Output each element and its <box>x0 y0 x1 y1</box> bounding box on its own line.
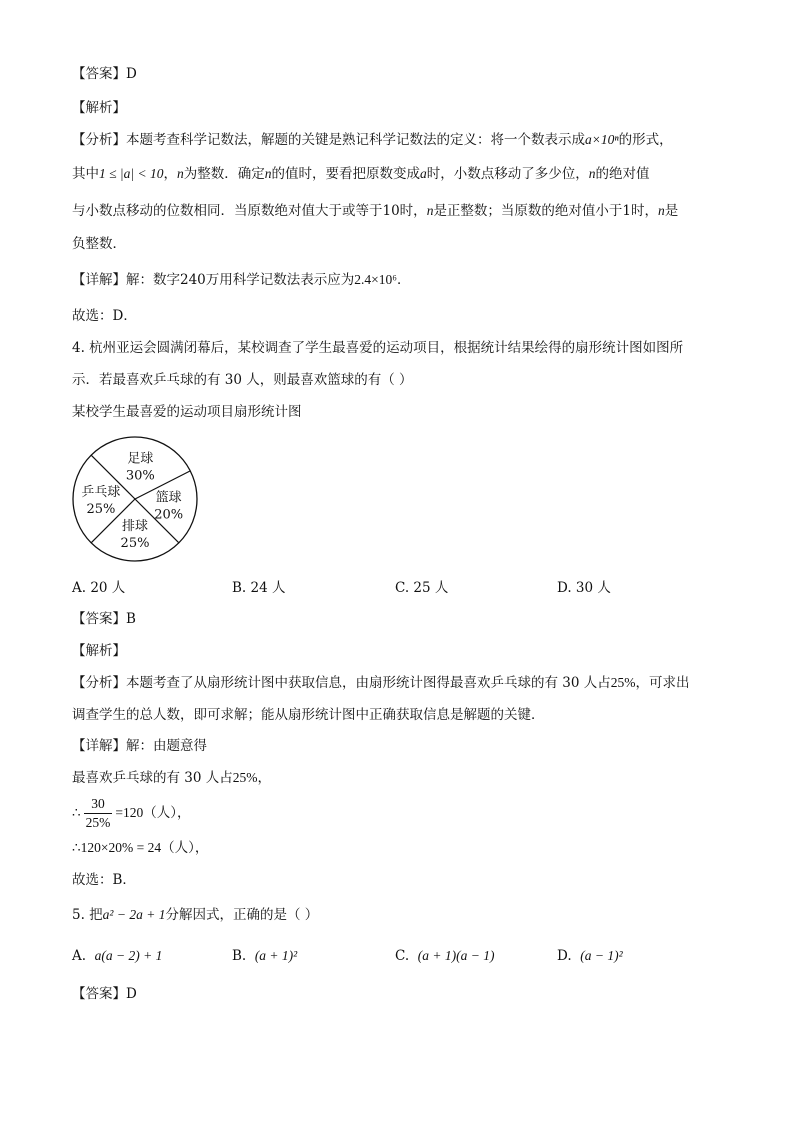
q3-analysis-label: 【解析】 <box>72 100 126 116</box>
pie-slice-percent-label: 20% <box>154 507 184 523</box>
option-letter: D. <box>557 948 572 964</box>
q4-option-c: C. 25 人 <box>395 580 449 596</box>
text: ． <box>396 272 411 288</box>
text: 其中 <box>72 166 99 182</box>
q4-stem-line2: 示．若最喜欢乒乓球的有 30 人，则最喜欢篮球的有（ ） <box>72 372 413 388</box>
fraction <box>84 795 113 832</box>
var-n: n <box>176 166 184 181</box>
pie-chart <box>70 434 200 564</box>
var-n: n <box>426 203 434 218</box>
fenxi-text: 本题考查了从扇形统计图中获取信息，由扇形统计图得最喜欢乒乓球的有 30 人占 <box>126 675 611 691</box>
text: 的值时，要看把原数变成 <box>271 166 420 182</box>
option-letter: B. <box>232 948 247 964</box>
q4-chart-title: 某校学生最喜爱的运动项目扇形统计图 <box>72 404 302 420</box>
q5-option-d <box>557 946 623 966</box>
detail-text: 解：由题意得 <box>126 738 207 754</box>
var-n: n <box>588 166 596 181</box>
option-letter: A. <box>72 948 87 964</box>
text: 分解因式，正确的是（ ） <box>165 907 319 923</box>
q5-option-b <box>232 946 297 966</box>
text: 最喜欢乒乓球的有 30 人占 <box>72 770 233 786</box>
q5-option-a <box>72 946 162 966</box>
q3-fenxi-line2 <box>72 164 649 184</box>
pie-slice-category-label: 足球 <box>127 451 154 467</box>
text: 是正整数；当原数的绝对值小于1时， <box>433 203 659 219</box>
q3-detail <box>72 270 410 290</box>
result: =120（人）， <box>115 805 191 820</box>
var-a: a <box>419 166 427 181</box>
q4-choose: 故选：B． <box>72 872 136 888</box>
pie-slice-category-label: 篮球 <box>155 490 182 506</box>
q3-fenxi-line3 <box>72 201 678 221</box>
text: 时，小数点移动了多少位， <box>426 166 589 182</box>
q4-option-d: D. 30 人 <box>557 580 611 596</box>
percent: 25% <box>232 770 258 785</box>
result: 120×20% = 24（人）， <box>80 840 209 855</box>
text: 是 <box>664 203 679 219</box>
q4-detail <box>72 736 207 756</box>
detail-label: 【详解】 <box>72 272 126 288</box>
q4-step1 <box>72 768 271 788</box>
fenxi-label: 【分析】 <box>72 675 126 691</box>
option-expression: a(a − 2) + 1 <box>94 948 163 963</box>
q3-answer: 【答案】D <box>72 66 137 82</box>
text: 为整数．确定 <box>183 166 265 182</box>
fraction-numerator: 30 <box>84 795 113 814</box>
text: 5. 把 <box>72 907 103 923</box>
q3-fenxi-line1 <box>72 130 673 150</box>
fenxi-text: 本题考查科学记数法，解题的关键是熟记科学记数法的定义：将一个数表示成 <box>126 132 585 148</box>
q5-stem <box>72 905 318 925</box>
pie-slice-category-label: 排球 <box>121 519 149 535</box>
q4-answer: 【答案】B <box>72 611 136 627</box>
q4-option-b: B. 24 人 <box>232 580 286 596</box>
text: ， <box>163 166 177 182</box>
q4-step3 <box>72 838 208 858</box>
q3-fenxi-line4: 负整数． <box>72 236 126 252</box>
pie-slice-category-label: 乒乓球 <box>81 485 121 500</box>
var-n: n <box>658 203 665 218</box>
text: 与小数点移动的位数相同．当原数绝对值大于或等于10时， <box>72 203 427 219</box>
option-expression: (a + 1)² <box>254 948 298 963</box>
therefore-symbol: ∴ <box>72 840 81 856</box>
inequality: 1 ≤ |a| < 10 <box>99 166 164 181</box>
var-n: n <box>264 166 272 181</box>
therefore-symbol: ∴ <box>72 805 81 821</box>
q4-stem-line1: 4. 杭州亚运会圆满闭幕后，某校调查了学生最喜爱的运动项目，根据统计结果绘得的扇形统计图如图所 <box>72 340 684 356</box>
expression: a² − 2a + 1 <box>102 907 166 922</box>
q4-fenxi-line2: 调查学生的总人数，即可求解；能从扇形统计图中正确获取信息是解题的关键． <box>72 707 545 723</box>
detail-label: 【详解】 <box>72 738 126 754</box>
q5-answer: 【答案】D <box>72 986 137 1002</box>
sci-notation-form: a×10ⁿ <box>585 132 619 147</box>
q3-choose: 故选：D． <box>72 308 137 324</box>
q4-step2 <box>72 792 190 834</box>
q4-analysis-label: 【解析】 <box>72 643 126 659</box>
text: ， <box>257 770 272 786</box>
fenxi-label: 【分析】 <box>72 132 126 148</box>
detail-text: 解：数字240万用科学记数法表示应为 <box>126 272 355 288</box>
q4-option-a: A. 20 人 <box>72 580 126 596</box>
pie-slice-percent-label: 30% <box>125 468 155 484</box>
detail-value: 2.4×10⁶ <box>354 272 397 287</box>
option-expression: (a − 1)² <box>580 948 623 963</box>
option-letter: C. <box>395 948 410 964</box>
option-expression: (a + 1)(a − 1) <box>417 948 495 963</box>
fraction-denominator: 25% <box>85 815 111 830</box>
q5-option-c <box>395 946 494 966</box>
percent: 25% <box>610 675 636 690</box>
pie-slice-percent-label: 25% <box>86 502 116 517</box>
pie-slice-percent-label: 25% <box>120 536 150 552</box>
text: ，可求出 <box>635 675 690 691</box>
text: 的绝对值 <box>595 166 650 182</box>
q4-fenxi-line1 <box>72 673 690 693</box>
fenxi-text-end: 的形式， <box>618 132 673 148</box>
